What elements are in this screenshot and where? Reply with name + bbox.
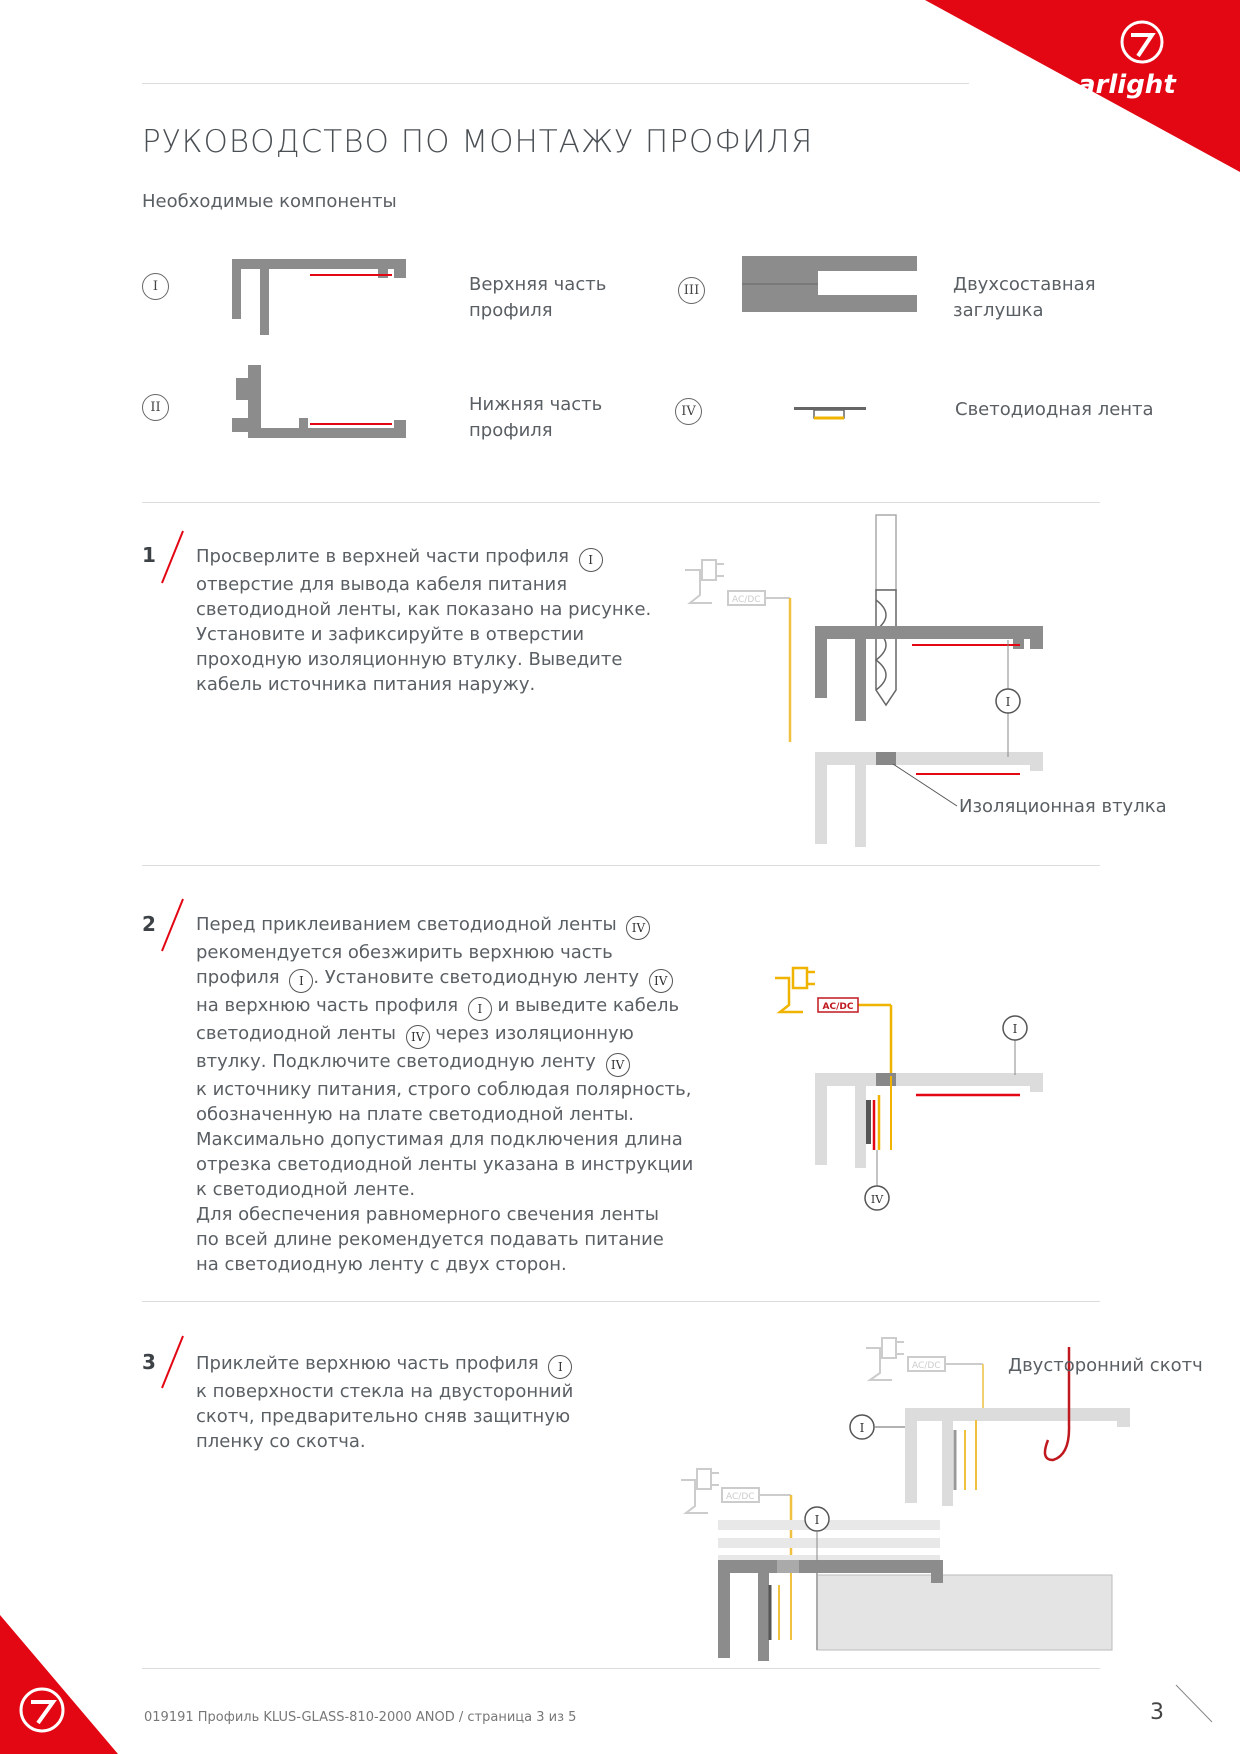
step-line: скотч, предварительно сняв защитную bbox=[196, 1406, 571, 1427]
component-ref-badge: IV bbox=[606, 1053, 630, 1077]
svg-text:AC/DC: AC/DC bbox=[726, 1492, 755, 1502]
component-number: II bbox=[142, 394, 169, 421]
step-line: к светодиодной ленте. bbox=[196, 1179, 416, 1200]
step-line: Приклейте верхнюю часть профиля I bbox=[196, 1351, 573, 1379]
step-line: на верхнюю часть профиля I и выведите кабель bbox=[196, 993, 693, 1021]
step-line: кабель источника питания наружу. bbox=[196, 674, 536, 695]
acdc-label: AC/DC bbox=[732, 595, 761, 605]
step-line: отверстие для вывода кабеля питания bbox=[196, 574, 568, 595]
component-ref-badge: I bbox=[468, 997, 492, 1021]
step-line: проходную изоляционную втулку. Выведите bbox=[196, 649, 623, 670]
step-number: 3 bbox=[142, 1350, 156, 1374]
brand-logo: arlight bbox=[1078, 70, 1176, 100]
component-ref-badge: I bbox=[579, 548, 603, 572]
footer-doc-info: 019191 Профиль KLUS-GLASS-810-2000 ANOD / страница 3 из 5 bbox=[144, 1710, 577, 1725]
step-line: Для обеспечения равномерного свечения ленты bbox=[196, 1204, 660, 1225]
step-line: светодиодной ленты, как показано на рисунке. bbox=[196, 599, 652, 620]
component-ref-badge: I bbox=[548, 1355, 572, 1379]
components-heading: Необходимые компоненты bbox=[142, 191, 397, 212]
svg-text:IV: IV bbox=[870, 1193, 884, 1206]
component-label: Двухсоставная заглушка bbox=[953, 274, 1096, 321]
component-number: III bbox=[678, 277, 705, 304]
step-line: Максимально допустимая для подключения длина bbox=[196, 1129, 683, 1150]
step-line: втулку. Подключите светодиодную ленту IV bbox=[196, 1049, 693, 1077]
component-label: Нижняя часть профиля bbox=[469, 394, 603, 441]
step-line: Просверлите в верхней части профиля I bbox=[196, 544, 651, 572]
component-ref-badge: IV bbox=[626, 916, 650, 940]
step-number: 1 bbox=[142, 543, 156, 567]
svg-text:AC/DC: AC/DC bbox=[822, 1002, 854, 1012]
svg-text:I: I bbox=[1012, 1022, 1018, 1036]
component-number: IV bbox=[675, 398, 702, 425]
component-number: I bbox=[142, 273, 169, 300]
component-label: Верхняя часть профиля bbox=[469, 274, 607, 321]
step-line: отрезка светодиодной ленты указана в инструкции bbox=[196, 1154, 694, 1175]
step-line: на светодиодную ленту с двух сторон. bbox=[196, 1254, 567, 1275]
step-line: пленку со скотча. bbox=[196, 1431, 366, 1452]
step-line: светодиодной ленты IV через изоляционную bbox=[196, 1021, 693, 1049]
component-label: Светодиодная лента bbox=[955, 399, 1154, 420]
step-line: Установите и зафиксируйте в отверстии bbox=[196, 624, 585, 645]
svg-text:I: I bbox=[859, 1421, 865, 1435]
step-line: рекомендуется обезжирить верхнюю часть bbox=[196, 942, 613, 963]
svg-text:I: I bbox=[814, 1513, 820, 1527]
component-ref-badge: IV bbox=[649, 969, 673, 993]
component-ref-badge: IV bbox=[406, 1025, 430, 1049]
component-ref-badge: I bbox=[289, 969, 313, 993]
page-number: 3 bbox=[1150, 1700, 1164, 1725]
step-number: 2 bbox=[142, 912, 156, 936]
step-line: по всей длине рекомендуется подавать питание bbox=[196, 1229, 664, 1250]
svg-text:AC/DC: AC/DC bbox=[912, 1361, 941, 1371]
tape-callout: Двусторонний скотч bbox=[1008, 1355, 1203, 1376]
step-line: Перед приклеиванием светодиодной ленты IV bbox=[196, 912, 693, 940]
step-line: к поверхности стекла на двусторонний bbox=[196, 1381, 574, 1402]
step-line: профиля I . Установите светодиодную ленту IV bbox=[196, 965, 693, 993]
svg-text:I: I bbox=[1005, 695, 1011, 709]
page-title: РУКОВОДСТВО ПО МОНТАЖУ ПРОФИЛЯ bbox=[142, 124, 814, 160]
bushing-callout: Изоляционная втулка bbox=[959, 796, 1167, 817]
step-line: к источнику питания, строго соблюдая полярность, bbox=[196, 1079, 692, 1100]
step-line: обозначенную на плате светодиодной ленты. bbox=[196, 1104, 635, 1125]
